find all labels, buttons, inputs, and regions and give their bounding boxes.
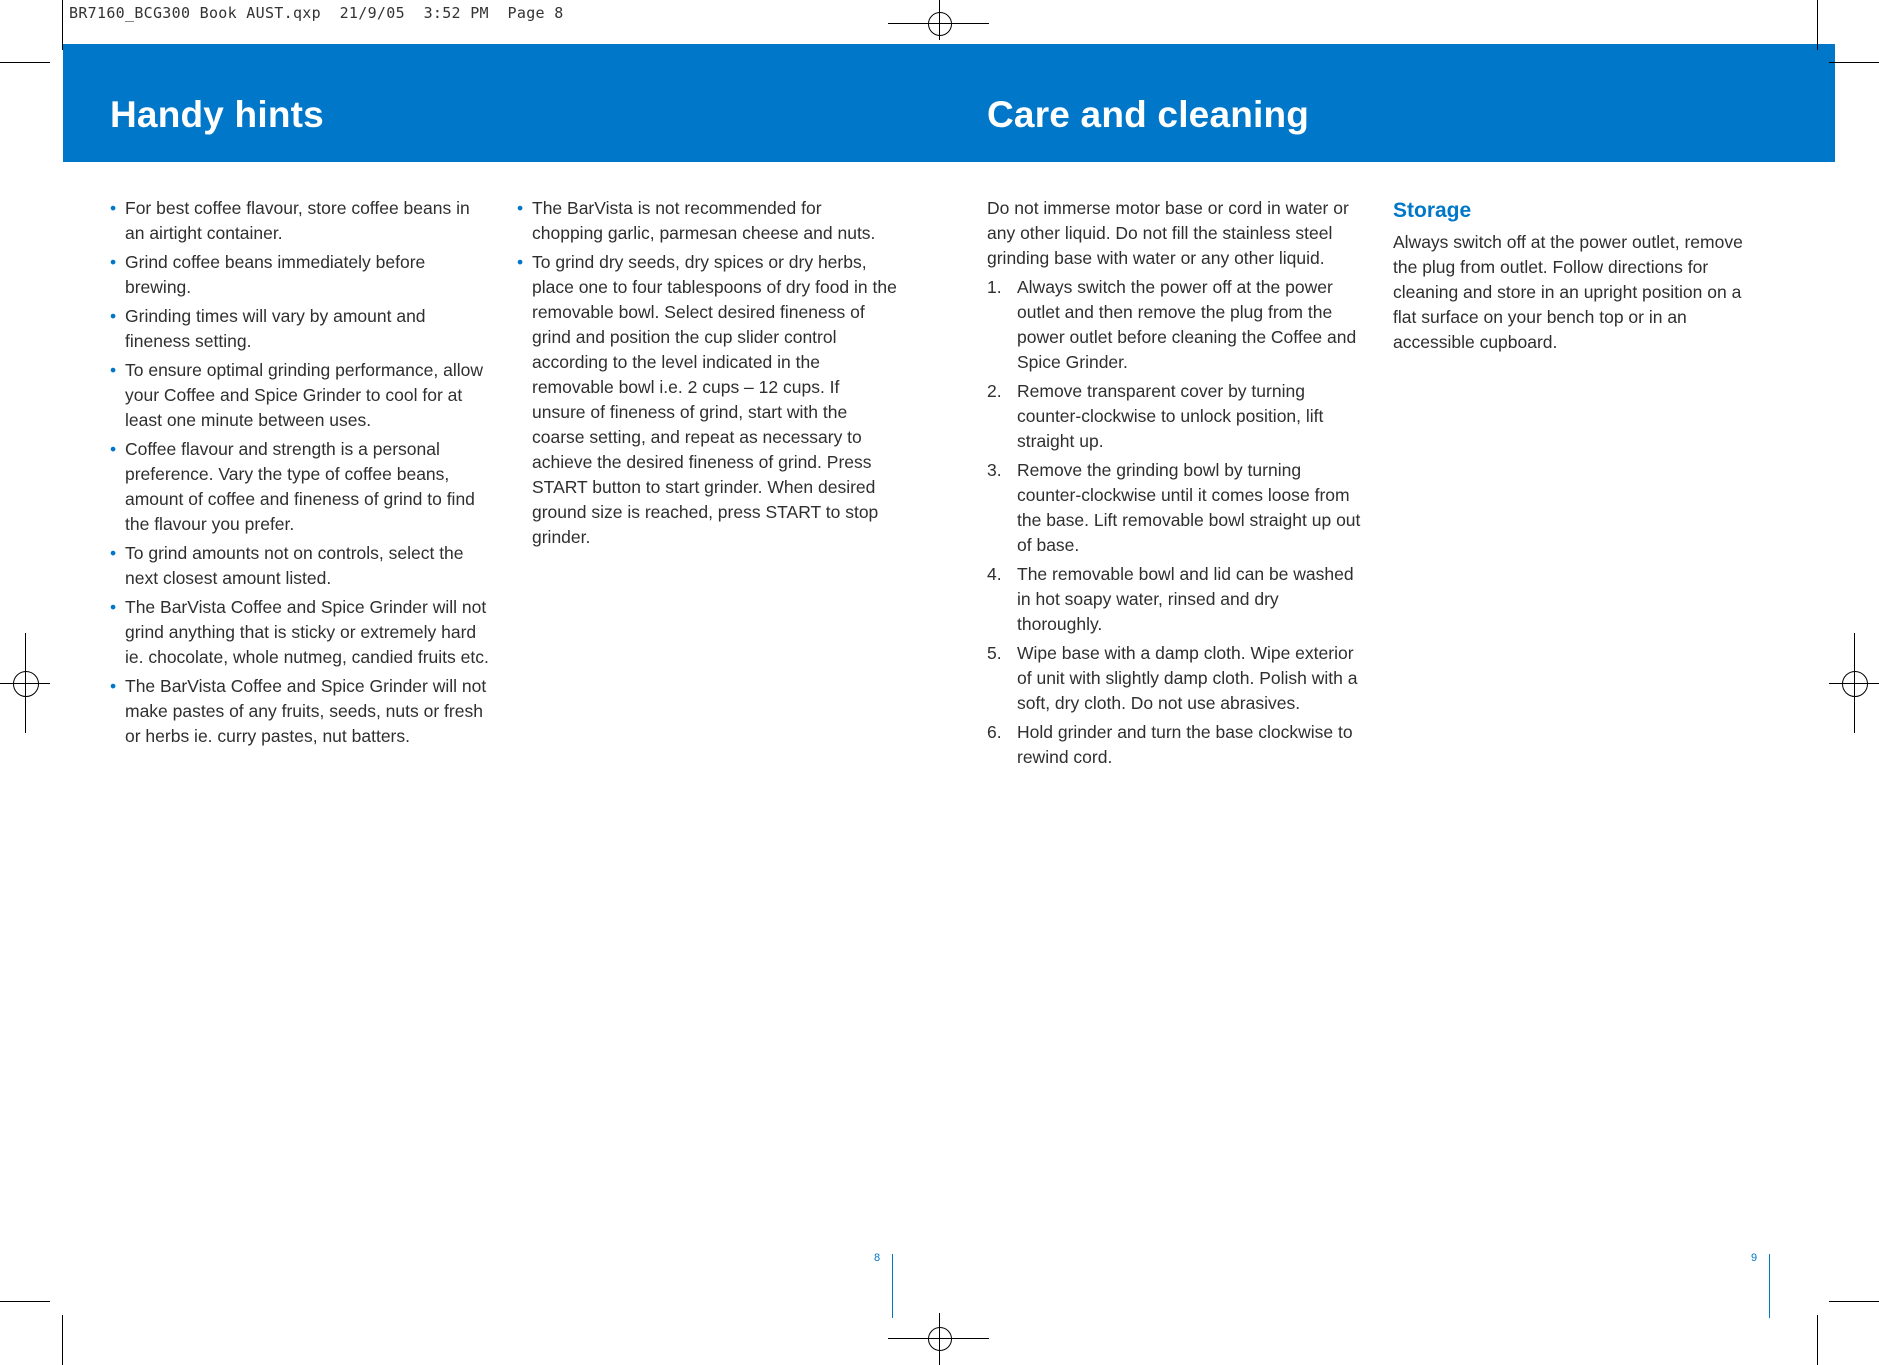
page-number-left: 8 xyxy=(874,1252,881,1264)
page-rule-right xyxy=(1769,1254,1770,1318)
registration-mark-bottom-circle xyxy=(928,1327,952,1351)
step-text: Hold grinder and turn the base clockwise to rewind cord. xyxy=(1017,722,1353,767)
step-number: 6. xyxy=(987,722,1002,742)
step-number: 4. xyxy=(987,564,1002,584)
care-step xyxy=(987,379,1361,454)
crop-mark-top-left-horizontal xyxy=(0,62,50,63)
care-intro: Do not immerse motor base or cord in water or any other liquid. Do not fill the stainless steel grinding base with water or any other liquid. xyxy=(987,198,1349,268)
hint-item: • To grind dry seeds, dry spices or dry herbs, place one to four tablespoons of dry food in the removable bowl. Select desired fineness of grind and position the cup slider control according to the level indicated in the removable bowl i.e. 2 cups – 12 cups. If unsure of fineness of grind, start with the coarse setting, and repeat as necessary to achieve the desired fineness of grind. Press START button to start grinder. When desired ground size is reached, press START to stop grinder. xyxy=(517,250,897,550)
step-number: 3. xyxy=(987,460,1002,480)
step-text: Wipe base with a damp cloth. Wipe exterior of unit with slightly damp cloth. Polish with a soft, dry cloth. Do not use abrasives. xyxy=(1017,643,1358,713)
step-text: Remove the grinding bowl by turning counter-clockwise until it comes loose from the base. Lift removable bowl straight up out of base. xyxy=(1017,460,1361,555)
crop-mark-bottom-left-vertical xyxy=(62,1315,63,1365)
care-step xyxy=(987,458,1361,558)
crop-mark-top-right-horizontal xyxy=(1829,62,1879,63)
registration-mark-right-circle xyxy=(1842,671,1868,697)
hint-item: • Grind coffee beans immediately before brewing. xyxy=(110,250,490,300)
registration-mark-top-circle xyxy=(928,12,952,36)
page-number-right: 9 xyxy=(1751,1252,1758,1264)
crop-mark-bottom-right-vertical xyxy=(1817,1315,1818,1365)
hint-item: • For best coffee flavour, store coffee beans in an airtight container. xyxy=(110,196,490,246)
step-number: 1. xyxy=(987,277,1002,297)
hint-item: • The BarVista is not recommended for chopping garlic, parmesan cheese and nuts. xyxy=(517,196,897,246)
crop-mark-top-right-vertical xyxy=(1817,0,1818,50)
step-number: 2. xyxy=(987,381,1002,401)
registration-mark-bottom-vertical xyxy=(939,1313,940,1365)
care-step xyxy=(987,641,1361,716)
registration-mark-left-vertical xyxy=(25,633,26,733)
step-number: 5. xyxy=(987,643,1002,663)
care-step xyxy=(987,562,1361,637)
storage-heading: Storage xyxy=(1393,199,1472,222)
header-band xyxy=(63,44,1835,162)
hint-item: • Coffee flavour and strength is a personal preference. Vary the type of coffee beans, amount of coffee and fineness of grind to find the flavour you prefer. xyxy=(110,437,490,537)
hint-item: • To grind amounts not on controls, select the next closest amount listed. xyxy=(110,541,490,591)
registration-mark-top-vertical xyxy=(939,0,940,40)
handy-hints-column-2 xyxy=(517,196,897,554)
hint-item: • The BarVista Coffee and Spice Grinder will not grind anything that is sticky or extremely hard ie. chocolate, whole nutmeg, candied fruits etc. xyxy=(110,595,490,670)
storage-column xyxy=(1393,196,1769,359)
care-and-cleaning-title: Care and cleaning xyxy=(987,94,1310,135)
print-slug-line: BR7160_BCG300 Book AUST.qxp 21/9/05 3:52 PM Page 8 xyxy=(69,4,564,22)
registration-mark-right-vertical xyxy=(1854,633,1855,733)
storage-text: Always switch off at the power outlet, remove the plug from outlet. Follow directions for cleaning and store in an upright position on a flat surface on your bench top or in an accessible cupboard. xyxy=(1393,232,1743,352)
hint-item: • The BarVista Coffee and Spice Grinder will not make pastes of any fruits, seeds, nuts or fresh or herbs ie. curry pastes, nut batters. xyxy=(110,674,490,749)
step-text: Remove transparent cover by turning counter-clockwise to unlock position, lift straight up. xyxy=(1017,381,1324,451)
step-text: Always switch the power off at the power outlet and then remove the plug from the power outlet before cleaning the Coffee and Spice Grinder. xyxy=(1017,277,1357,372)
page-rule-left xyxy=(892,1254,893,1318)
crop-mark-bottom-left-horizontal xyxy=(0,1301,50,1302)
step-text: The removable bowl and lid can be washed in hot soapy water, rinsed and dry thoroughly. xyxy=(1017,564,1354,634)
care-column xyxy=(987,196,1361,774)
handy-hints-column-1 xyxy=(110,196,490,753)
handy-hints-title: Handy hints xyxy=(110,94,324,135)
hint-item: • To ensure optimal grinding performance, allow your Coffee and Spice Grinder to cool for at least one minute between uses. xyxy=(110,358,490,433)
crop-mark-top-left-vertical xyxy=(62,0,63,50)
hint-item: • Grinding times will vary by amount and fineness setting. xyxy=(110,304,490,354)
care-step xyxy=(987,275,1361,375)
crop-mark-bottom-right-horizontal xyxy=(1829,1301,1879,1302)
care-step xyxy=(987,720,1361,770)
registration-mark-left-circle xyxy=(13,671,39,697)
